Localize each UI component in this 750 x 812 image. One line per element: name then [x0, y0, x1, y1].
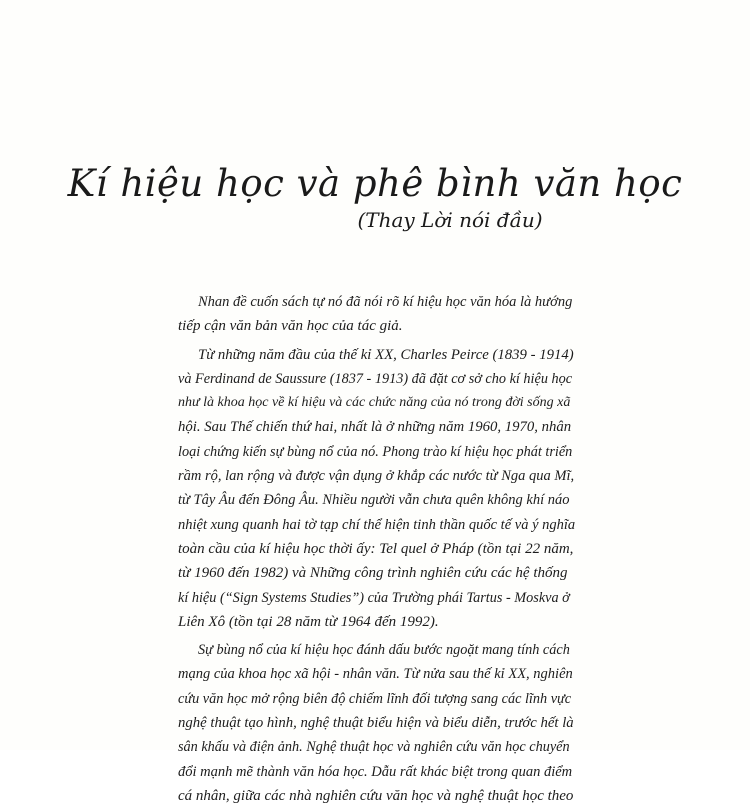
text-line: kí hiệu (“Sign Systems Studies”) của Trường phái Tartus - Moskva ở	[178, 589, 570, 606]
text-line: mạng của khoa học xã hội - nhân văn. Từ nửa sau thế kỉ XX, nghiên	[178, 666, 573, 683]
text-line: nghệ thuật tạo hình, nghệ thuật biểu hiện và biểu diễn, trước hết là	[178, 715, 574, 732]
chapter-title: Kí hiệu học và phê bình văn học	[67, 162, 683, 205]
text-line: đổi mạnh mẽ thành văn hóa học. Dẫu rất khác biệt trong quan điểm	[178, 763, 573, 780]
text-line: toàn cầu của kí hiệu học thời ấy: Tel quel ở Pháp (tồn tại 22 năm,	[178, 540, 574, 557]
text-line: từ Tây Âu đến Đông Âu. Nhiều người vẫn chưa quên không khí náo	[178, 492, 570, 509]
paragraph-3	[178, 638, 574, 808]
text-line: hội. Sau Thế chiến thứ hai, nhất là ở những năm 1960, 1970, nhân	[178, 419, 572, 436]
text-line: rầm rộ, lan rộng và được vận dụng ở khắp các nước từ Nga qua Mĩ,	[178, 468, 575, 485]
paragraph-2	[178, 343, 574, 635]
text-line: sân khấu và điện ảnh. Nghệ thuật học và nghiên cứu văn học chuyển	[178, 739, 570, 756]
text-line: loại chứng kiến sự bùng nổ của nó. Phong trào kí hiệu học phát triển	[178, 443, 573, 460]
text-line: như là khoa học về kí hiệu và các chức năng của nó trong đời sống xã	[178, 395, 571, 411]
body-text	[178, 290, 574, 812]
text-line: từ 1960 đến 1982) và Những công trình nghiên cứu các hệ thống	[178, 565, 568, 582]
text-line: cứu văn học mở rộng biên độ chiếm lĩnh đối tượng sang các lĩnh vực	[178, 690, 572, 707]
text-line: Từ những năm đầu của thế kỉ XX, Charles Peirce (1839 - 1914)	[198, 346, 574, 363]
text-line: nhiệt xung quanh hai tờ tạp chí thể hiện tinh thần quốc tế và ý nghĩa	[178, 516, 576, 533]
text-line: và Ferdinand de Saussure (1837 - 1913) đã đặt cơ sở cho kí hiệu học	[178, 370, 573, 387]
text-line: Nhan đề cuốn sách tự nó đã nói rõ kí hiệu học văn hóa là hướng	[198, 294, 573, 310]
text-line: cá nhân, giữa các nhà nghiên cứu văn học và nghệ thuật học theo	[178, 787, 574, 804]
text-line: Liên Xô (tồn tại 28 năm từ 1964 đến 1992).	[178, 613, 439, 630]
text-line: tiếp cận văn bản văn học của tác giả.	[178, 318, 403, 335]
chapter-subtitle: (Thay Lời nói đầu)	[357, 208, 543, 232]
text-line: Sự bùng nổ của kí hiệu học đánh dấu bước ngoặt mang tính cách	[198, 642, 570, 659]
paragraph-1	[178, 290, 574, 339]
